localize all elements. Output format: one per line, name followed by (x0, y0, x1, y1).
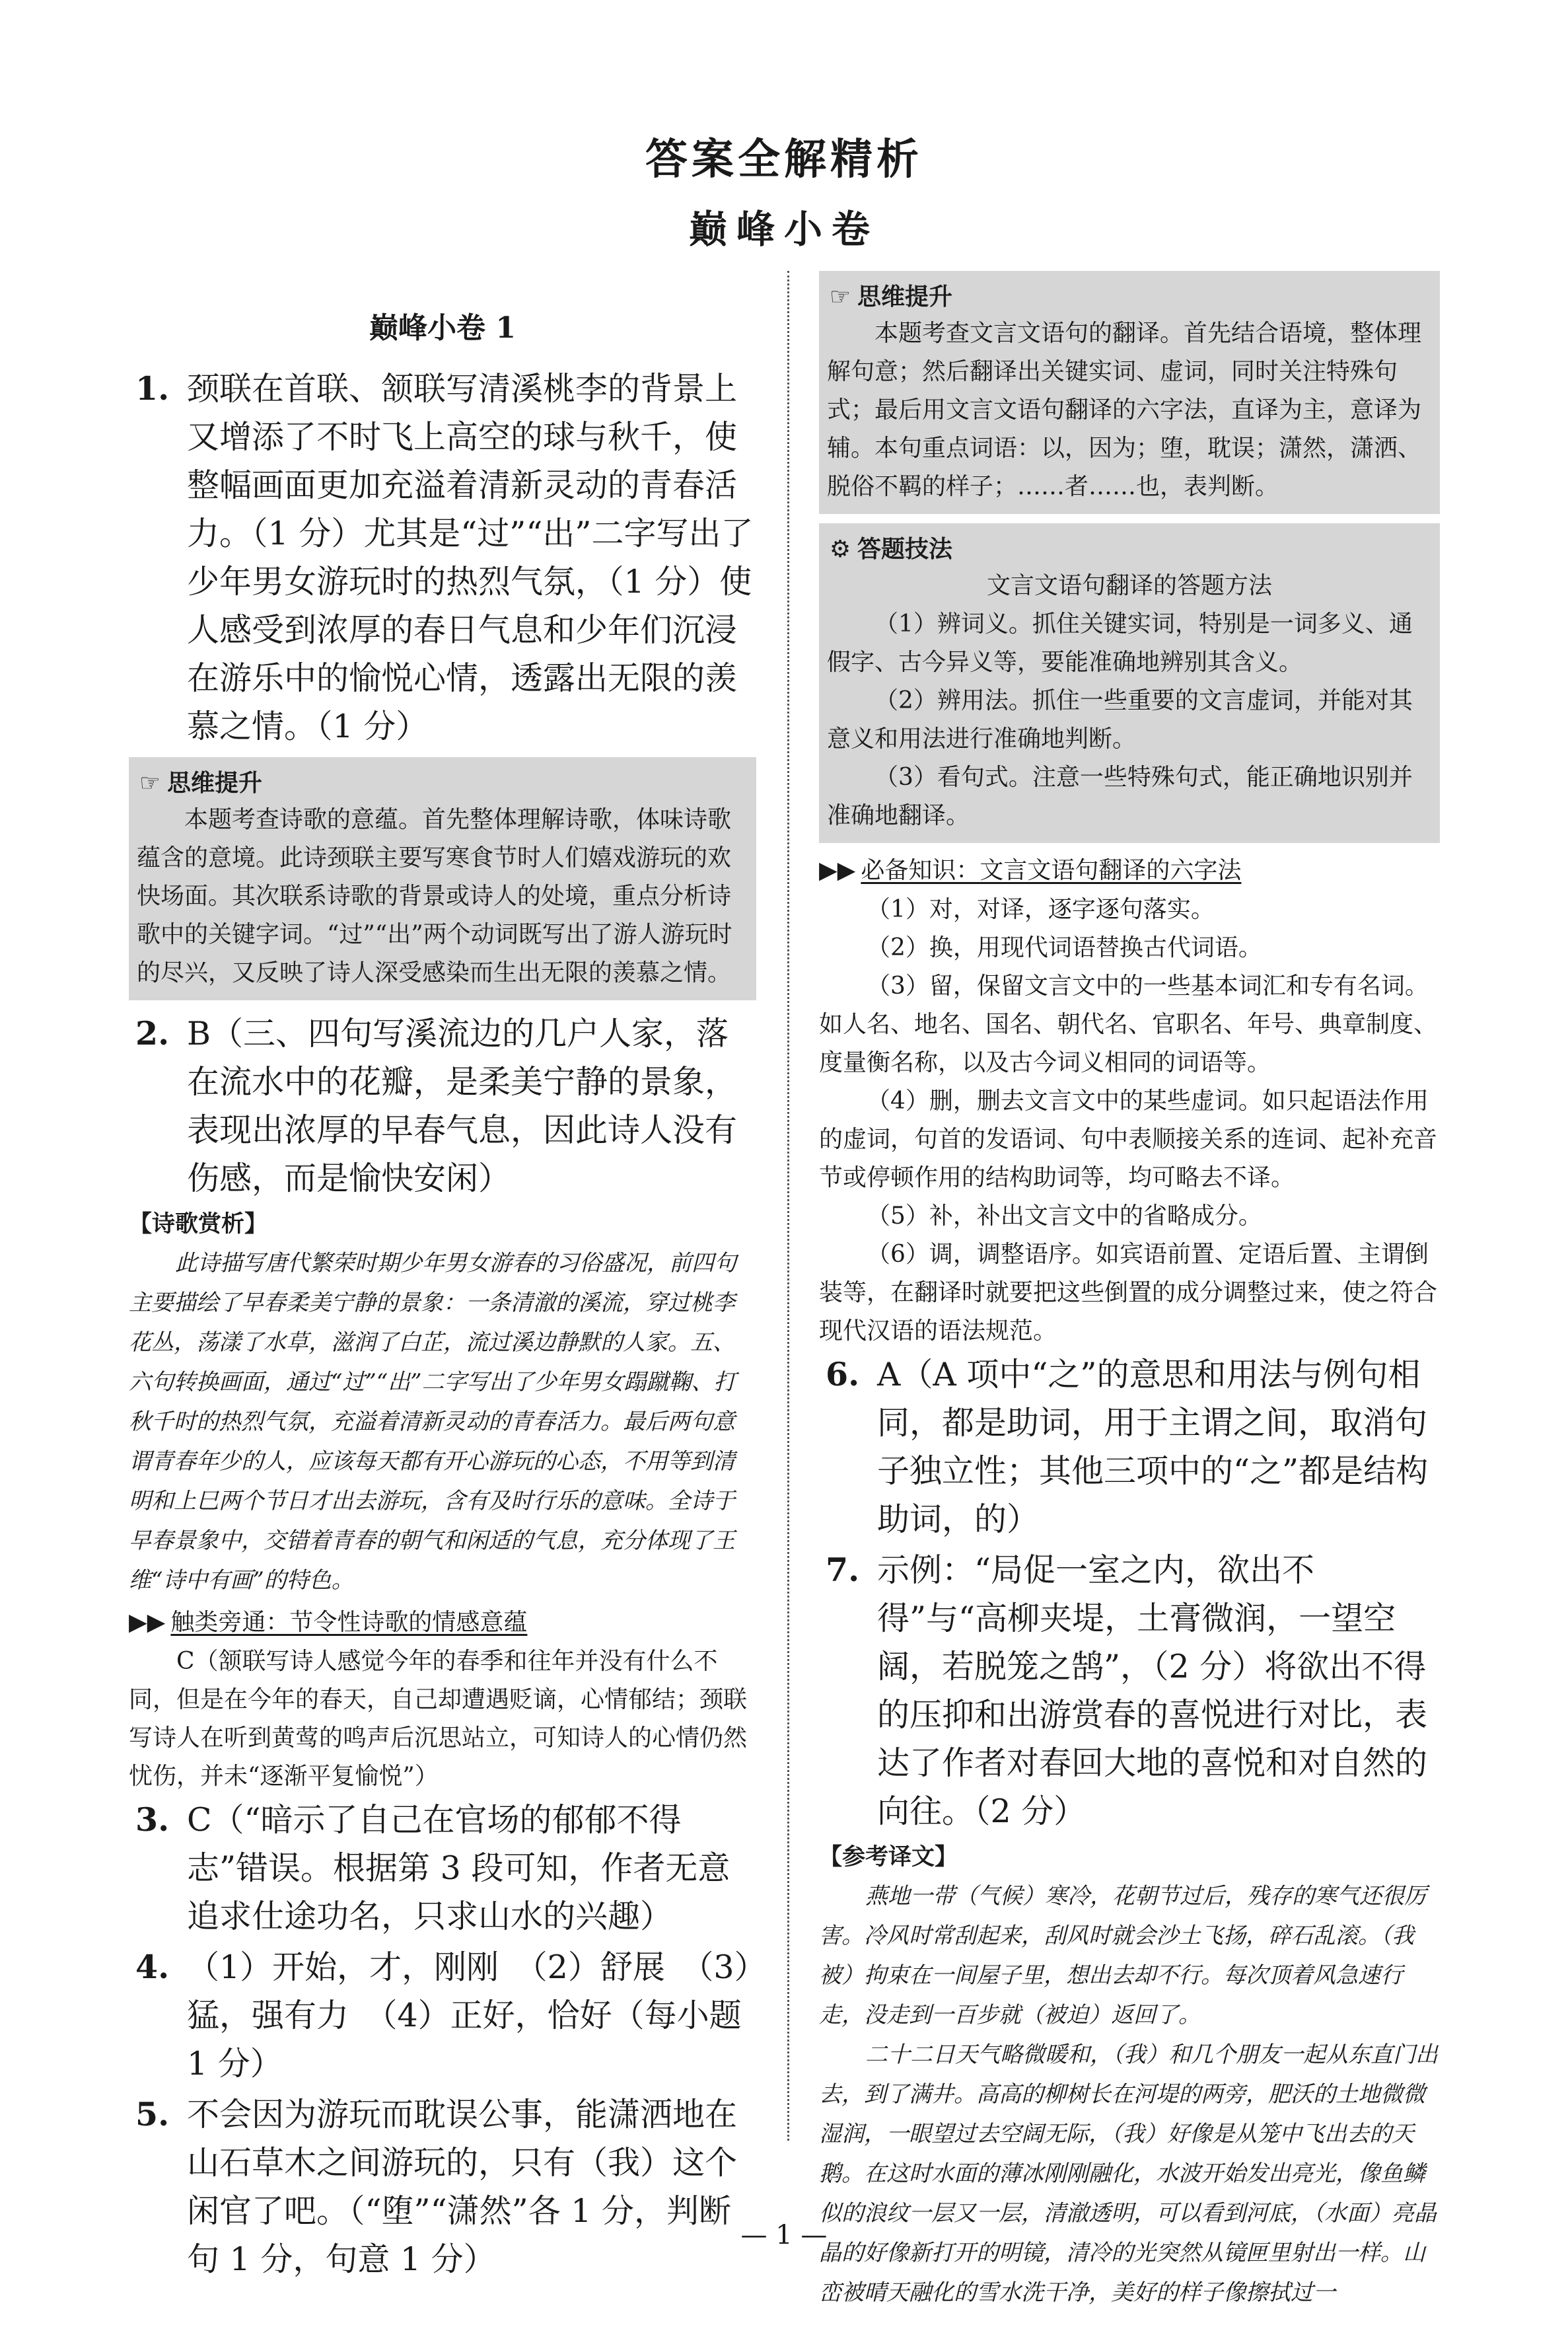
question-text: B（三、四句写溪流边的几户人家，落在流水中的花瓣，是柔美宁静的景象，表现出浓厚的早春气息，因此诗人没有伤感，而是愉快安闲） (187, 1015, 738, 1197)
related-knowledge-text: C（颔联写诗人感觉今年的春季和往年并没有什么不同，但是在今年的春天，自己却遭遇贬谪，心情郁结；颈联写诗人在听到黄莺的鸣声后沉思站立，可知诗人的心情仍然忧伤，并未“逐渐平复愉悦”） (129, 1648, 748, 1790)
thinking-box-text: 本题考查诗歌的意蕴。首先整体理解诗歌，体味诗歌蕴含的意境。此诗颈联主要写寒食节时人们嬉戏游玩的欢快场面。其次联系诗歌的背景或诗人的处境，重点分析诗歌中的关键字词。“过”“出”两个动词既写出了游人游玩时的尽兴，又反映了诗人深受感染而生出无限的羡慕之情。 (137, 806, 732, 986)
question-text: C（“暗示了自己在官场的郁郁不得志”错误。根据第 3 段可知，作者无意追求仕途功名，只求山水的兴趣） (187, 1801, 731, 1935)
question-text: 不会因为游玩而耽误公事，能潇洒地在山石草木之间游玩的，只有（我）这个闲官了吧。（“堕”“潇然”各 1 分，判断句 1 分，句意 1 分） (187, 2096, 738, 2278)
technique-box (819, 523, 1440, 843)
rule-item: （6）调，调整语序。如宾语前置、定语后置、主谓倒装等，在翻译时就要把这些倒置的成分调整过来，使之符合现代汉语的语法规范。 (819, 1241, 1438, 1345)
translation-paragraph: 燕地一带（气候）寒冷，花朝节过后，残存的寒气还很厉害。冷风时常刮起来，刮风时就会沙土飞扬，碎石乱滚。（我被）拘束在一间屋子里，想出去却不行。每次顶着风急速行走，没走到一百步就（被迫）返回了。 (819, 1883, 1427, 2028)
question-4 (129, 1943, 756, 2088)
question-1 (129, 365, 756, 751)
page-number: — 1 — (740, 2220, 828, 2250)
question-number: 6. (826, 1355, 860, 1393)
right-column (819, 271, 1440, 2312)
related-knowledge-title: ▶▶ 触类旁通：节令性诗歌的情感意蕴 (129, 1609, 528, 1636)
question-6 (819, 1350, 1440, 1543)
hand-point-icon: ☞ (829, 283, 851, 311)
double-arrow-icon: ▶▶ (819, 857, 856, 884)
technique-box-title: ⚙ 答题技法 (827, 533, 1432, 567)
translation-tag: 【参考译文】 (819, 1844, 958, 1870)
poem-appreciation-tag: 【诗歌赏析】 (129, 1211, 268, 1237)
question-number: 1. (135, 369, 170, 408)
question-number: 2. (135, 1014, 170, 1052)
rule-item: （3）留，保留文言文中的一些基本词汇和专有名词。如人名、地名、国名、朝代名、官职名、年号、典章制度、度量衡名称，以及古今词义相同的词语等。 (819, 973, 1438, 1076)
question-2 (129, 1010, 756, 1202)
translation-paragraph: 二十二日天气略微暖和，（我）和几个朋友一起从东直门出去，到了满井。高高的柳树长在河堤的两旁，肥沃的土地微微湿润，一眼望过去空阔无际，（我）好像是从笼中飞出去的天鹅。在这时水面的薄冰刚刚融化，水波开始发出亮光，像鱼鳞似的浪纹一层又一层，清澈透明，可以看到河底，（水面）亮晶晶的好像新打开的明镜，清冷的光突然从镜匣里射出一样。山峦被晴天融化的雪水洗干净，美好的样子像擦拭过一 (819, 2042, 1438, 2306)
question-number: 7. (826, 1551, 860, 1589)
essential-knowledge-title: ▶▶ 必备知识：文言文语句翻译的六字法 (819, 857, 1242, 884)
section-title: 巅峰小卷 1 (369, 311, 516, 345)
question-text: 颈联在首联、颔联写清溪桃李的背景上又增添了不时飞上高空的球与秋千，使整幅画面更加充溢着清新灵动的青春活力。（1 分）尤其是“过”“出”二字写出了少年男女游玩时的热烈气氛，（1 分）使人感受到浓厚的春日气息和少年们沉浸在游乐中的愉悦心情，透露出无限的羡慕之情。（1 分） (187, 370, 754, 745)
technique-item: （3）看句式。注意一些特殊句式，能正确地识别并准确地翻译。 (827, 764, 1413, 829)
technique-item: （1）辨词义。抓住关键实词，特别是一词多义、通假字、古今异义等，要能准确地辨别其含义。 (827, 610, 1413, 676)
question-number: 5. (135, 2095, 170, 2133)
thinking-box (819, 271, 1440, 514)
question-text: 示例：“局促一室之内，欲出不得”与“高柳夹堤，土膏微润，一望空阔，若脱笼之鹄”，（2 分）将欲出不得的压抑和出游赏春的喜悦进行对比，表达了作者对春回大地的喜悦和对自然的向往。（2 分） (877, 1551, 1428, 1830)
technique-subtitle: 文言文语句翻译的答题方法 (986, 572, 1272, 599)
rule-item: （5）补，补出文言文中的省略成分。 (867, 1202, 1262, 1230)
related-knowledge (129, 1642, 756, 1796)
question-5 (129, 2090, 756, 2283)
gears-icon: ⚙ (829, 536, 851, 563)
rule-item: （4）删，删去文言文中的某些虚词。如只起语法作用的虚词，句首的发语词、句中表顺接关系的连词、起补充音节或停顿作用的结构助词等，均可略去不译。 (819, 1088, 1438, 1191)
question-text: （1）开始，才，刚刚 （2）舒展 （3）猛，强有力 （4）正好，恰好（每小题 1 分） (187, 1948, 751, 2083)
question-7 (819, 1546, 1440, 1835)
thinking-box (129, 757, 756, 1000)
poem-appreciation (129, 1243, 756, 1600)
left-column (129, 271, 756, 2286)
column-divider (787, 271, 789, 2141)
rule-item: （2）换，用现代词语替换古代词语。 (867, 934, 1262, 961)
rule-item: （1）对，对译，逐字逐句落实。 (867, 896, 1215, 923)
technique-item: （2）辨用法。抓住一些重要的文言虚词，并能对其意义和用法进行准确地判断。 (827, 687, 1413, 753)
question-number: 3. (135, 1800, 170, 1839)
thinking-box-text: 本题考查文言文语句的翻译。首先结合语境，整体理解句意；然后翻译出关键实词、虚词，同时关注特殊句式；最后用文言文语句翻译的六字法，直译为主，意译为辅。本句重点词语：以，因为；堕，耽误；潇然，潇洒、脱俗不羁的样子；……者……也，表判断。 (827, 320, 1422, 500)
hand-point-icon: ☞ (139, 770, 161, 797)
essential-knowledge (819, 891, 1440, 1350)
thinking-box-title: ☞ 思维提升 (137, 766, 748, 801)
page-subtitle: 巅峰小卷 (688, 207, 879, 252)
question-number: 4. (135, 1948, 170, 1986)
question-3 (129, 1796, 756, 1940)
thinking-box-title: ☞ 思维提升 (827, 280, 1432, 314)
page-title: 答案全解精析 (645, 135, 923, 184)
question-text: A（A 项中“之”的意思和用法与例句相同，都是助词，用于主谓之间，取消句子独立性；其他三项中的“之”都是结构助词，的） (877, 1356, 1429, 1538)
poem-appreciation-text: 此诗描写唐代繁荣时期少年男女游春的习俗盛况，前四句主要描绘了早春柔美宁静的景象：一条清澈的溪流，穿过桃李花丛，荡漾了水草，滋润了白芷，流过溪边静默的人家。五、六句转换画面，通过“过”“出”二字写出了少年男女蹋蹴鞠、打秋千时的热烈气氛，充溢着清新灵动的青春活力。最后两句意谓青春年少的人，应该每天都有开心游玩的心态，不用等到清明和上巳两个节日才出去游玩，含有及时行乐的意味。全诗于早春景象中，交错着青春的朝气和闲适的气息，充分体现了王维“诗中有画”的特色。 (129, 1250, 736, 1594)
double-arrow-icon: ▶▶ (129, 1609, 166, 1636)
